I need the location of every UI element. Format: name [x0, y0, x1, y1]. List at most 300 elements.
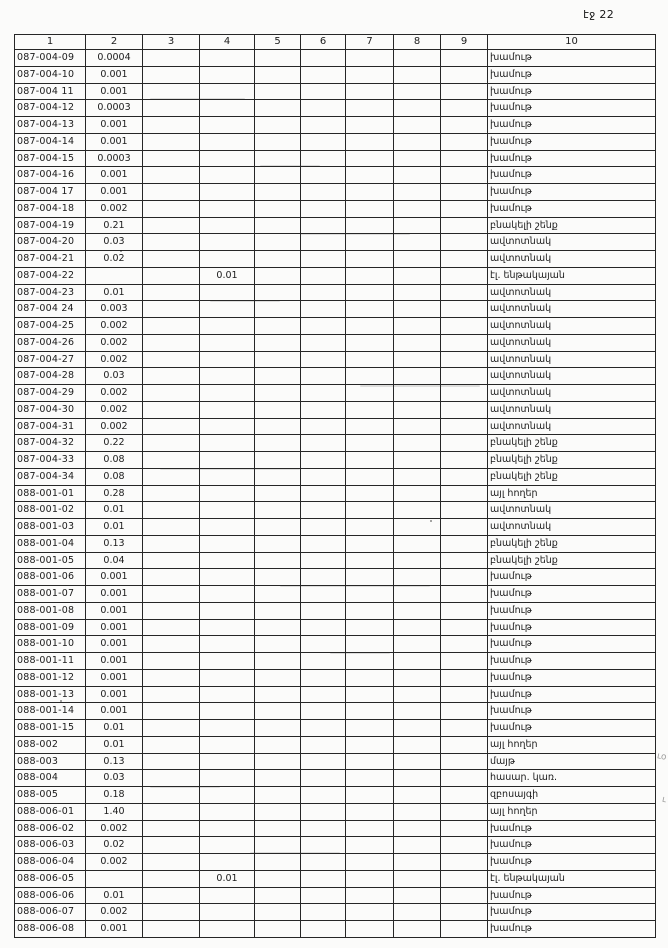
cell-empty — [301, 535, 346, 552]
table-row — [15, 468, 656, 485]
cell-empty — [143, 653, 200, 670]
cell-empty — [346, 904, 394, 921]
table-row — [15, 569, 656, 586]
table-row — [15, 385, 656, 402]
cell-area: 0.01 — [86, 519, 143, 536]
table-row — [15, 234, 656, 251]
cell-land-use: մայթ — [488, 753, 656, 770]
cell-col4-value — [200, 435, 255, 452]
table-row — [15, 334, 656, 351]
cell-area: 0.0003 — [86, 150, 143, 167]
cell-land-use: խամութ — [488, 200, 656, 217]
cell-empty — [255, 837, 301, 854]
cell-empty — [394, 669, 441, 686]
cell-empty — [301, 251, 346, 268]
cadastre-table — [14, 34, 656, 938]
cell-empty — [441, 401, 488, 418]
table-row — [15, 485, 656, 502]
cell-empty — [346, 351, 394, 368]
cell-empty — [346, 184, 394, 201]
cell-col4-value — [200, 50, 255, 67]
cell-area: 0.002 — [86, 351, 143, 368]
cell-empty — [346, 586, 394, 603]
cell-empty — [346, 401, 394, 418]
cell-land-use: խամութ — [488, 66, 656, 83]
cell-empty — [441, 267, 488, 284]
cell-empty — [143, 904, 200, 921]
cell-area: 0.001 — [86, 83, 143, 100]
cell-empty — [255, 150, 301, 167]
cell-empty — [255, 669, 301, 686]
cell-empty — [143, 351, 200, 368]
cell-empty — [301, 485, 346, 502]
cell-empty — [394, 854, 441, 871]
cell-land-use: խամութ — [488, 669, 656, 686]
cell-empty — [394, 184, 441, 201]
cell-land-use: խամութ — [488, 133, 656, 150]
cell-empty — [394, 736, 441, 753]
cell-parcel-id: 088-006-07 — [15, 904, 86, 921]
cell-empty — [394, 686, 441, 703]
cell-empty — [346, 267, 394, 284]
cell-area: 0.002 — [86, 385, 143, 402]
table-row — [15, 133, 656, 150]
cell-col4-value — [200, 117, 255, 134]
cell-land-use: էլ. ենթակայան — [488, 267, 656, 284]
cell-empty — [346, 200, 394, 217]
cell-empty — [301, 854, 346, 871]
cell-land-use: բնակելի շենք — [488, 435, 656, 452]
cell-parcel-id: 088-001-04 — [15, 535, 86, 552]
cell-area: 0.001 — [86, 669, 143, 686]
cell-parcel-id: 087-004-23 — [15, 284, 86, 301]
table-row — [15, 820, 656, 837]
cell-empty — [301, 418, 346, 435]
cell-col4-value — [200, 602, 255, 619]
cell-empty — [346, 602, 394, 619]
cell-parcel-id: 087-004-25 — [15, 318, 86, 335]
cell-empty — [346, 452, 394, 469]
cell-empty — [441, 854, 488, 871]
cell-land-use: խամութ — [488, 703, 656, 720]
cell-land-use: ավտոտնակ — [488, 301, 656, 318]
cell-parcel-id: 087-004 17 — [15, 184, 86, 201]
cell-empty — [441, 452, 488, 469]
cell-empty — [255, 552, 301, 569]
column-header: 10 — [488, 35, 656, 50]
cell-empty — [143, 602, 200, 619]
cell-col4-value — [200, 418, 255, 435]
cell-empty — [255, 803, 301, 820]
cell-land-use: խամութ — [488, 686, 656, 703]
cell-empty — [394, 770, 441, 787]
cell-empty — [301, 669, 346, 686]
cell-land-use: խամութ — [488, 887, 656, 904]
cell-area: 0.21 — [86, 217, 143, 234]
cell-land-use: ավտոտնակ — [488, 234, 656, 251]
cell-empty — [441, 284, 488, 301]
cell-empty — [394, 602, 441, 619]
cell-empty — [255, 502, 301, 519]
cell-empty — [394, 150, 441, 167]
cell-empty — [441, 535, 488, 552]
cell-empty — [255, 351, 301, 368]
cell-col4-value — [200, 569, 255, 586]
cell-col4-value — [200, 921, 255, 938]
cell-empty — [255, 83, 301, 100]
cell-col4-value: 0.01 — [200, 870, 255, 887]
cell-empty — [441, 703, 488, 720]
cell-area: 0.003 — [86, 301, 143, 318]
cell-land-use: բնակելի շենք — [488, 452, 656, 469]
cell-land-use: խամութ — [488, 636, 656, 653]
cell-empty — [301, 318, 346, 335]
handwritten-margin-mark: ւօ — [655, 751, 667, 763]
cell-empty — [346, 100, 394, 117]
cell-land-use: ավտոտնակ — [488, 318, 656, 335]
cell-area: 0.001 — [86, 653, 143, 670]
cell-col4-value — [200, 167, 255, 184]
cell-parcel-id: 088-001-09 — [15, 619, 86, 636]
cell-parcel-id: 088-001-13 — [15, 686, 86, 703]
cell-area: 1.40 — [86, 803, 143, 820]
cell-empty — [346, 753, 394, 770]
cell-area: 0.001 — [86, 569, 143, 586]
cell-parcel-id: 087-004-33 — [15, 452, 86, 469]
cell-empty — [301, 870, 346, 887]
column-header: 6 — [301, 35, 346, 50]
cell-area: 0.002 — [86, 318, 143, 335]
table-row — [15, 619, 656, 636]
cell-col4-value — [200, 736, 255, 753]
cell-empty — [143, 820, 200, 837]
cell-empty — [346, 569, 394, 586]
table-row — [15, 502, 656, 519]
cell-empty — [394, 803, 441, 820]
cell-empty — [301, 50, 346, 67]
cell-empty — [441, 184, 488, 201]
cell-parcel-id: 088-006-04 — [15, 854, 86, 871]
cell-land-use: ավտոտնակ — [488, 418, 656, 435]
table-row — [15, 887, 656, 904]
cell-empty — [346, 418, 394, 435]
table-row — [15, 435, 656, 452]
cell-land-use: խամութ — [488, 569, 656, 586]
cell-empty — [301, 519, 346, 536]
cell-empty — [394, 887, 441, 904]
cell-empty — [394, 200, 441, 217]
cell-area: 0.002 — [86, 820, 143, 837]
table-row — [15, 720, 656, 737]
cell-empty — [301, 184, 346, 201]
cell-empty — [301, 904, 346, 921]
cell-empty — [441, 736, 488, 753]
cell-empty — [441, 234, 488, 251]
cell-empty — [301, 837, 346, 854]
cell-area — [86, 267, 143, 284]
cell-parcel-id: 087-004-13 — [15, 117, 86, 134]
cell-empty — [301, 636, 346, 653]
table-row — [15, 686, 656, 703]
cell-empty — [255, 720, 301, 737]
cell-empty — [441, 351, 488, 368]
cell-area: 0.01 — [86, 502, 143, 519]
cell-area: 0.001 — [86, 602, 143, 619]
cell-empty — [143, 150, 200, 167]
table-row — [15, 753, 656, 770]
cell-empty — [346, 334, 394, 351]
cell-empty — [441, 519, 488, 536]
table-row — [15, 167, 656, 184]
cell-empty — [255, 401, 301, 418]
cell-land-use: խամութ — [488, 904, 656, 921]
cell-empty — [143, 452, 200, 469]
cell-land-use: էլ. ենթակայան — [488, 870, 656, 887]
cell-empty — [255, 854, 301, 871]
cell-land-use: ավտոտնակ — [488, 351, 656, 368]
table-row — [15, 418, 656, 435]
cell-empty — [441, 418, 488, 435]
cell-land-use: խամութ — [488, 720, 656, 737]
cell-parcel-id: 087-004 11 — [15, 83, 86, 100]
cell-empty — [346, 619, 394, 636]
cell-empty — [301, 720, 346, 737]
cell-empty — [394, 569, 441, 586]
cell-empty — [346, 385, 394, 402]
cell-empty — [394, 837, 441, 854]
cell-empty — [143, 234, 200, 251]
cell-land-use: ավտոտնակ — [488, 284, 656, 301]
cell-empty — [346, 870, 394, 887]
cell-parcel-id: 088-006-03 — [15, 837, 86, 854]
cell-empty — [441, 803, 488, 820]
table-row — [15, 586, 656, 603]
cell-empty — [255, 318, 301, 335]
cell-land-use: խամութ — [488, 653, 656, 670]
table-row — [15, 535, 656, 552]
cell-empty — [301, 435, 346, 452]
cell-col4-value — [200, 653, 255, 670]
cell-parcel-id: 087-004-12 — [15, 100, 86, 117]
cell-land-use: խամութ — [488, 837, 656, 854]
cell-empty — [301, 552, 346, 569]
cell-empty — [255, 251, 301, 268]
cell-empty — [394, 636, 441, 653]
table-row — [15, 736, 656, 753]
cell-area: 0.03 — [86, 368, 143, 385]
cell-empty — [255, 100, 301, 117]
cell-empty — [143, 887, 200, 904]
cell-empty — [441, 602, 488, 619]
table-row — [15, 854, 656, 871]
cell-col4-value — [200, 100, 255, 117]
column-header: 3 — [143, 35, 200, 50]
cell-empty — [441, 502, 488, 519]
cell-empty — [143, 636, 200, 653]
cell-land-use: ավտոտնակ — [488, 519, 656, 536]
cell-parcel-id: 088-001-02 — [15, 502, 86, 519]
cell-land-use: բնակելի շենք — [488, 468, 656, 485]
cell-empty — [394, 83, 441, 100]
cell-empty — [394, 385, 441, 402]
cell-empty — [255, 887, 301, 904]
cell-empty — [346, 854, 394, 871]
cell-empty — [143, 770, 200, 787]
cell-empty — [346, 770, 394, 787]
cell-area: 0.13 — [86, 753, 143, 770]
cell-empty — [301, 167, 346, 184]
cell-empty — [394, 351, 441, 368]
table-row — [15, 318, 656, 335]
cell-col4-value — [200, 619, 255, 636]
cell-empty — [441, 552, 488, 569]
cell-empty — [143, 334, 200, 351]
cell-area: 0.08 — [86, 468, 143, 485]
cell-col4-value — [200, 753, 255, 770]
table-row — [15, 870, 656, 887]
cell-empty — [143, 217, 200, 234]
cell-empty — [394, 401, 441, 418]
cell-area: 0.01 — [86, 736, 143, 753]
cell-empty — [441, 100, 488, 117]
cell-col4-value — [200, 184, 255, 201]
cell-empty — [301, 586, 346, 603]
cell-land-use: խամութ — [488, 602, 656, 619]
cell-land-use: խամութ — [488, 854, 656, 871]
cell-empty — [255, 117, 301, 134]
cell-area: 0.28 — [86, 485, 143, 502]
cell-empty — [255, 200, 301, 217]
cell-area: 0.02 — [86, 837, 143, 854]
cell-empty — [346, 234, 394, 251]
cell-empty — [346, 887, 394, 904]
cell-col4-value — [200, 468, 255, 485]
cell-empty — [301, 100, 346, 117]
cell-empty — [394, 703, 441, 720]
cell-empty — [143, 686, 200, 703]
cell-empty — [143, 401, 200, 418]
cell-land-use: այլ հողեր — [488, 803, 656, 820]
cell-empty — [346, 653, 394, 670]
cell-empty — [301, 284, 346, 301]
cell-empty — [441, 301, 488, 318]
cell-empty — [394, 251, 441, 268]
cell-empty — [394, 552, 441, 569]
cell-area: 0.01 — [86, 284, 143, 301]
cell-empty — [441, 619, 488, 636]
cell-area: 0.0003 — [86, 100, 143, 117]
cell-empty — [394, 217, 441, 234]
cell-empty — [143, 720, 200, 737]
cell-col4-value — [200, 703, 255, 720]
cell-empty — [143, 921, 200, 938]
cell-parcel-id: 088-003 — [15, 753, 86, 770]
cell-empty — [394, 485, 441, 502]
cell-empty — [394, 586, 441, 603]
cell-col4-value — [200, 636, 255, 653]
cell-empty — [441, 586, 488, 603]
cell-empty — [441, 686, 488, 703]
cell-empty — [441, 251, 488, 268]
cell-empty — [255, 586, 301, 603]
cell-area: 0.001 — [86, 184, 143, 201]
cell-col4-value — [200, 669, 255, 686]
cell-parcel-id: 088-001-06 — [15, 569, 86, 586]
cell-empty — [255, 184, 301, 201]
cell-empty — [255, 921, 301, 938]
cell-empty — [394, 100, 441, 117]
cell-empty — [143, 519, 200, 536]
cell-area: 0.001 — [86, 167, 143, 184]
cell-col4-value — [200, 368, 255, 385]
column-header: 1 — [15, 35, 86, 50]
table-row — [15, 301, 656, 318]
cell-col4-value — [200, 200, 255, 217]
cell-area: 0.001 — [86, 586, 143, 603]
cell-land-use: ավտոտնակ — [488, 368, 656, 385]
cell-parcel-id: 088-001-12 — [15, 669, 86, 686]
cell-empty — [255, 703, 301, 720]
cell-col4-value — [200, 770, 255, 787]
cell-empty — [301, 267, 346, 284]
table-row — [15, 803, 656, 820]
cell-empty — [394, 653, 441, 670]
cell-empty — [346, 703, 394, 720]
cell-empty — [346, 535, 394, 552]
cell-parcel-id: 088-001-05 — [15, 552, 86, 569]
table-row — [15, 284, 656, 301]
cell-col4-value — [200, 837, 255, 854]
cell-empty — [301, 803, 346, 820]
cell-col4-value — [200, 904, 255, 921]
cell-empty — [441, 200, 488, 217]
cell-empty — [394, 870, 441, 887]
cell-empty — [255, 636, 301, 653]
cell-land-use: խամութ — [488, 150, 656, 167]
table-row — [15, 837, 656, 854]
cell-empty — [301, 569, 346, 586]
cell-empty — [255, 217, 301, 234]
cell-col4-value — [200, 787, 255, 804]
cell-empty — [394, 301, 441, 318]
table-row — [15, 519, 656, 536]
cell-empty — [394, 284, 441, 301]
cell-empty — [143, 318, 200, 335]
table-row — [15, 770, 656, 787]
cell-empty — [255, 535, 301, 552]
cell-empty — [301, 133, 346, 150]
cell-empty — [346, 820, 394, 837]
cell-empty — [441, 368, 488, 385]
column-header: 5 — [255, 35, 301, 50]
table-row — [15, 66, 656, 83]
cell-empty — [143, 854, 200, 871]
cell-empty — [441, 770, 488, 787]
cell-area: 0.002 — [86, 334, 143, 351]
cell-empty — [441, 485, 488, 502]
cell-empty — [394, 117, 441, 134]
cell-area: 0.002 — [86, 401, 143, 418]
cell-empty — [143, 200, 200, 217]
cell-empty — [346, 519, 394, 536]
cell-area: 0.002 — [86, 904, 143, 921]
cell-empty — [143, 167, 200, 184]
cell-empty — [441, 83, 488, 100]
cell-empty — [143, 184, 200, 201]
cell-empty — [441, 217, 488, 234]
cell-empty — [394, 452, 441, 469]
cell-parcel-id: 088-001-14 — [15, 703, 86, 720]
